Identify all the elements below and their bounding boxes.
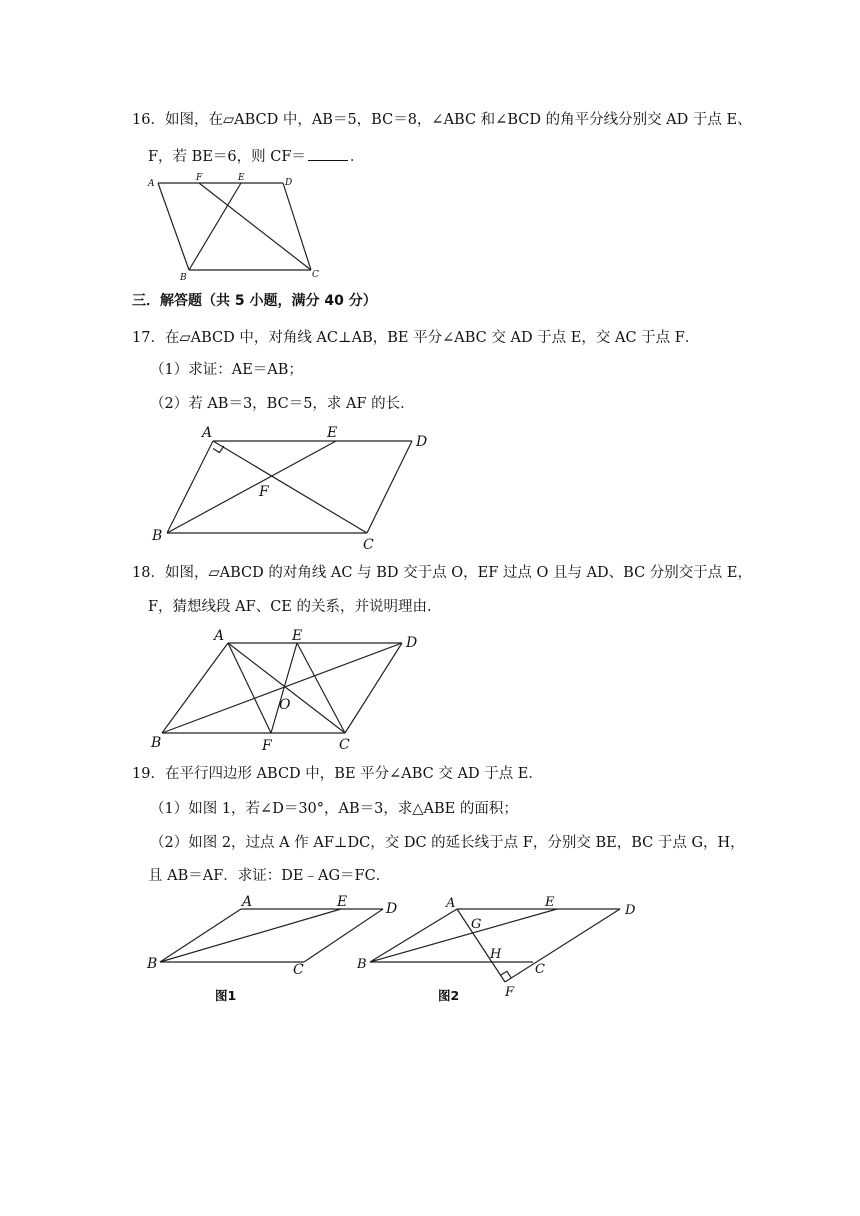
q17-label-D: D: [416, 434, 428, 450]
q18-label-D: D: [406, 635, 418, 651]
q16-label-C: C: [312, 270, 319, 280]
q17-label-B: B: [152, 528, 163, 544]
q18-label-A: A: [214, 628, 225, 644]
q16-label-B: B: [180, 273, 187, 283]
q16-label-A: A: [148, 179, 155, 189]
q19-fig2-caption: 图2: [438, 988, 460, 1003]
q19-fig1-label-C: C: [293, 962, 304, 978]
q16-label-E: E: [238, 173, 245, 183]
q17-label-F: F: [259, 484, 269, 500]
q17-label-A: A: [202, 425, 213, 441]
q19-fig2-label-H: H: [490, 947, 502, 962]
q19-part1: （1）如图 1，若∠D＝30°，AB＝3，求△ABE 的面积；: [150, 801, 518, 817]
q19-fig2-label-B: B: [357, 957, 367, 972]
q19-fig2-label-C: C: [535, 962, 545, 977]
q18-text-line1: 18．如图，▱ABCD 的对角线 AC 与 BD 交于点 O，EF 过点 O 且与 AD、BC 分别交于点 E，: [132, 565, 752, 581]
q16-text-line1: 16．如图，在▱ABCD 中，AB＝5，BC＝8，∠ABC 和∠BCD 的角平分线分别交 AD 于点 E、: [132, 112, 752, 128]
q19-fig1-label-A: A: [242, 894, 253, 910]
q19-fig2-label-D: D: [625, 903, 636, 918]
q19-fig2-label-F: F: [505, 985, 515, 1000]
q16-text-line2-pre: F，若 BE＝6，则 CF＝: [148, 149, 306, 165]
q18-label-E: E: [292, 628, 303, 644]
q19-part2: （2）如图 2，过点 A 作 AF⊥DC，交 DC 的延长线于点 F，分别交 BE，BC 于点 G，H，: [150, 835, 745, 851]
q18-label-O: O: [279, 697, 291, 713]
q19-fig1-label-B: B: [147, 956, 158, 972]
q17-label-E: E: [327, 425, 338, 441]
q18-label-B: B: [151, 735, 162, 751]
answer-blank[interactable]: [308, 146, 348, 161]
q16-text-line2: [148, 146, 364, 167]
section-heading: 三．解答题（共 5 小题，满分 40 分）: [132, 293, 377, 309]
q19-fig2-label-E: E: [545, 895, 555, 910]
q17-label-C: C: [363, 537, 374, 553]
q16-label-F: F: [196, 173, 203, 183]
q16-text-line2-post: ．: [349, 149, 365, 165]
q19-text-line1: 19．在平行四边形 ABCD 中，BE 平分∠ABC 交 AD 于点 E．: [132, 766, 543, 782]
q17-part1: （1）求证：AE＝AB；: [150, 362, 303, 378]
q19-fig2-label-G: G: [471, 917, 482, 932]
q19-fig2-label-A: A: [446, 896, 456, 911]
q19-fig1-label-D: D: [386, 901, 398, 917]
q16-label-D: D: [285, 178, 293, 188]
q18-label-C: C: [339, 737, 350, 753]
q19-fig1-label-E: E: [337, 894, 348, 910]
q19-fig1-caption: 图1: [215, 988, 237, 1003]
q19-part2b: 且 AB＝AF．求证：DE﹣AG＝FC．: [148, 868, 391, 884]
q18-label-F: F: [262, 738, 272, 754]
q18-text-line2: F，猜想线段 AF、CE 的关系，并说明理由．: [148, 599, 442, 615]
q17-part2: （2）若 AB＝3，BC＝5，求 AF 的长．: [150, 396, 415, 412]
q17-text-line1: 17．在▱ABCD 中，对角线 AC⊥AB，BE 平分∠ABC 交 AD 于点 E，交 AC 于点 F．: [132, 330, 700, 346]
